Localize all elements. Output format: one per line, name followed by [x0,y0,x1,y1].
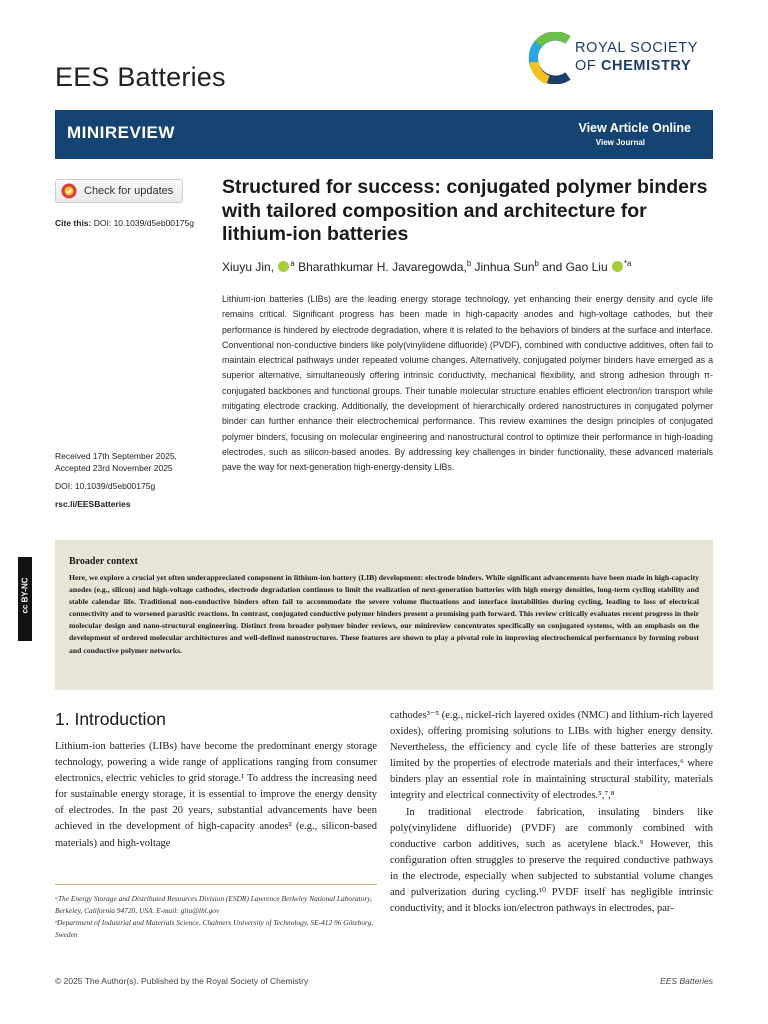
check-for-updates-button[interactable] [55,179,183,203]
author-list [222,259,722,274]
intro-paragraph-1: Lithium-ion batteries (LIBs) have become the predominant energy storage technology, powering a wide range of applications ranging from consumer electronics, electric vehicles to grid storage.¹ To address the increasing need for sustainable energy storage, it is essential to improve the energy density of electrodes. In the past 20 years, substantial advancements have been achieved in the development of high-capacity anodes² (e.g., silicon-based materials) and high-voltage [55,741,377,849]
cite-doi[interactable]: DOI: 10.1039/d5eb00175g [93,218,194,228]
author-name[interactable]: Xiuyu Jin, [222,260,275,274]
footnote-a: ᵃThe Energy Storage and Distributed Resources Division (ESDR) Lawrence Berkeley National Laboratory, Berkeley, California 94720, USA. E-mail: gliu@lbl.gov [55,894,372,915]
publisher-name-line1: ROYAL SOCIETY [575,40,699,56]
article-title: Structured for success: conjugated polymer binders with tailored composition and architecture for lithium-ion batteries [222,176,708,245]
intro-paragraph-2: cathodes³⁻⁵ (e.g., nickel-rich layered oxides (NMC) and lithium-rich layered oxides), offering promising solutions to LIBs with higher energy density. Nevertheless, the efficiency and cycle life of these batteries are strongly limited by the properties of electrode materials and their interfaces,⁶ where binders play an essential role in maintaining structural stability, materials integrity and electrical connectivity of electrodes.⁵,⁷,⁸ [390,710,713,802]
view-journal-link[interactable]: View Journal [595,138,645,147]
copyright-footer: © 2025 The Author(s). Published by the Royal Society of Chemistry [55,976,309,986]
check-updates-label: Check for updates [84,185,174,197]
footnote-b: ᵇDepartment of Industrial and Materials Science, Chalmers University of Technology, SE-412 96 Göteborg, Sweden [55,918,374,939]
accepted-date: Accepted 23rd November 2025 [55,463,173,473]
author-name[interactable]: and Gao Liu [542,260,608,274]
author-affiliation: b [534,259,539,268]
orcid-icon[interactable] [612,261,623,272]
broader-context-heading: Broader context [69,556,138,567]
doi[interactable]: DOI: 10.1039/d5eb00175g [55,481,156,491]
check-updates-icon [61,183,77,199]
intro-column-2 [390,708,713,917]
publisher-name-chemistry: CHEMISTRY [600,58,692,74]
rsc-logo-mark-icon [528,32,574,84]
author-name[interactable]: Jinhua Sun [474,260,535,274]
author-affiliation: b [466,259,472,268]
broader-context-text: Here, we explore a crucial yet often underappreciated component in lithium-ion battery (LIB) development: electrode binders. While significant advancements have been made in high-capacity anodes (e.g., silicon) and high-voltage cathodes, electrode degradation continues to limit the realization of next-generation batteries with high energy densities, long-term cycling stability and stable calendar life. Traditional non-conductive binders often fail to accommodate the severe volume fluctuations and interface instabilities during cycling, leading to loss of electrical connectivity and to worsened parasitic reactions. In contrast, conjugated conductive polymer binders present a promising path forward. This review critically evaluates recent progress in their molecular design and nano-structural engineering. Distinct from broader polymer binder reviews, our minireview concentrates specifically on conjugated systems, with an emphasis on the development of ordered molecular architectures and well-defined nanostructures. These features are shown to play a pivotal role in improving electrochemical performance by forming robust and conductive polymer networks. [69,573,699,655]
journal-link[interactable]: rsc.li/EESBatteries [55,499,131,509]
article-type-label: MINIREVIEW [67,123,175,142]
received-date: Received 17th September 2025, [55,451,177,461]
abstract: Lithium-ion batteries (LIBs) are the leading energy storage technology, yet enhancing their energy density and cycle life remains critical. Significant progress has been made in high-capacity anodes and high-voltage cathodes, but their performance is hindered by electrode degradation, where it is related to the behaviors of binders at the surface and interface. Conventional non-conductive binders like poly(vinylidene difluoride) (PVDF), combined with conductive additives, often fail to maintain electrical pathways under repeated volume changes. Alternatively, conjugated polymer binders have emerged as a superior alternative, simultaneously offering intrinsic conductivity, mechanical flexibility, and strong adhesion through π-conjugated backbones and functional groups. Their tunable molecular structure enables efficient electron/ion transport while mitigating electrode cracking. Additionally, the development of hierarchically ordered nanostructures in conjugated polymer binder can further enhance their electrochemical performance. This review examines the design principles of conjugated polymer binders, focusing on molecular engineering and nanostructural control to optimize their performance in high-loading electrodes, such as silicon-based anodes. By addressing key challenges in binder functionality, these advanced materials pave the way for next-generation high-energy-density LIBs. [222,294,713,473]
publisher-name-line2 [575,58,691,74]
cc-license-text: cc BY-NC [20,577,30,614]
publisher-name-of: OF [575,58,597,74]
footnote-divider [55,884,377,885]
journal-title: EES Batteries [55,62,226,92]
author-affiliation: *a [623,259,632,268]
intro-paragraph-3: In traditional electrode fabrication, insulating binders like poly(vinylidene difluoride) (PVDF) are commonly combined with conductive carbon additives, such as acetylene black.⁹ However, this configuration often struggles to preserve the required conductive pathways in the electrode, especially when subjected to substantial volume changes and pulverization during cycling.¹⁰ PVDF itself has negligible intrinsic conductivity, and it blocks ion/electron pathways in electrodes, par- [390,806,713,915]
cite-label: Cite this: [55,218,92,228]
cite-this [55,218,194,228]
section-heading-introduction: 1. Introduction [55,709,166,729]
cc-license-badge[interactable] [18,557,32,641]
broader-context-box [55,540,713,690]
journal-footer: EES Batteries [660,976,713,986]
author-affiliation: a [290,259,295,268]
orcid-icon[interactable] [278,261,289,272]
article-type-bar [55,110,713,159]
view-article-online-link[interactable]: View Article Online [578,121,691,135]
author-name[interactable]: Bharathkumar H. Javaregowda, [298,260,467,274]
affiliation-footnotes [55,893,377,941]
